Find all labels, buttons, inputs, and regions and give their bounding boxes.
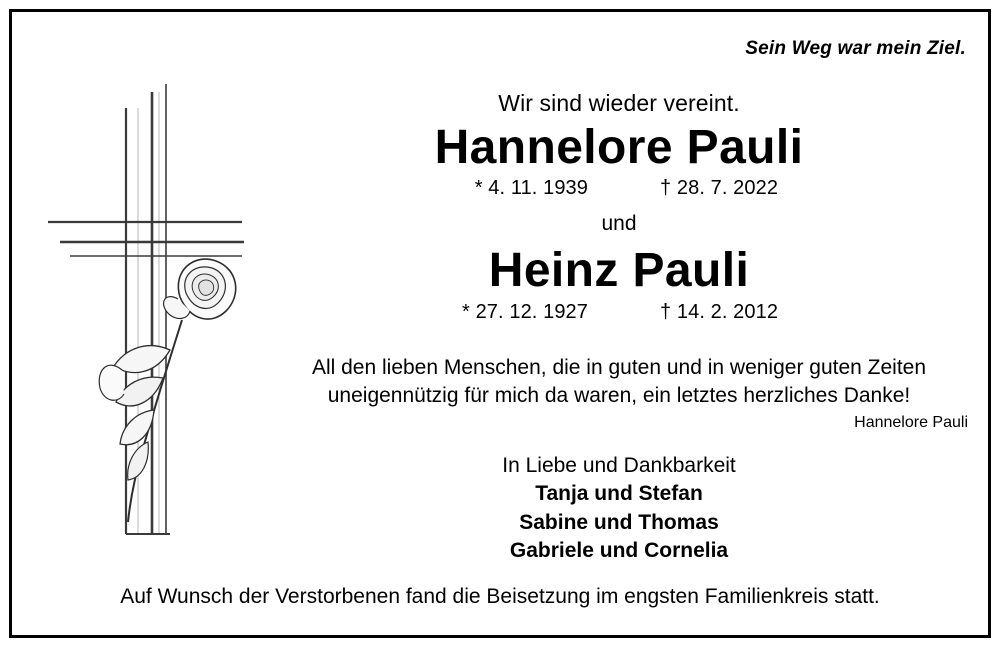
death-date-2: † 14. 2. 2012 bbox=[660, 300, 779, 323]
opening-line: Wir sind wieder vereint. bbox=[498, 90, 740, 116]
birth-date-2: * 27. 12. 1927 bbox=[462, 300, 588, 323]
birth-date-1: * 4. 11. 1939 bbox=[474, 177, 588, 200]
family-line: Gabriele und Cornelia bbox=[509, 539, 729, 563]
footer-note: Auf Wunsch der Verstorbenen fand die Beisetzung im engsten Familienkreis statt. bbox=[120, 585, 880, 608]
family-line: Tanja und Stefan bbox=[535, 482, 703, 506]
rose-icon bbox=[99, 259, 236, 522]
motto-text: Sein Weg war mein Ziel. bbox=[745, 38, 966, 59]
deceased-dates-1 bbox=[262, 177, 976, 200]
conjunction-und: und bbox=[601, 212, 637, 236]
artwork-illustration bbox=[30, 82, 290, 542]
family-line: Sabine und Thomas bbox=[519, 510, 719, 534]
deceased-name-1: Hannelore Pauli bbox=[434, 121, 804, 174]
notice-text-block bbox=[262, 90, 976, 566]
family-list bbox=[262, 480, 976, 565]
death-date-1: † 28. 7. 2022 bbox=[660, 177, 779, 200]
cross-and-rose-illustration bbox=[30, 82, 290, 542]
deceased-name-2: Heinz Pauli bbox=[488, 244, 750, 298]
love-intro-text: In Liebe und Dankbarkeit bbox=[502, 454, 736, 478]
page-inner bbox=[12, 12, 988, 635]
thanks-text: All den lieben Menschen, die in guten und in weniger guten Zeiten uneigennützig für mich da waren, ein letztes herzliches Danke! bbox=[311, 355, 927, 408]
thanks-signature: Hannelore Pauli bbox=[854, 414, 968, 432]
deceased-dates-2 bbox=[262, 301, 976, 324]
